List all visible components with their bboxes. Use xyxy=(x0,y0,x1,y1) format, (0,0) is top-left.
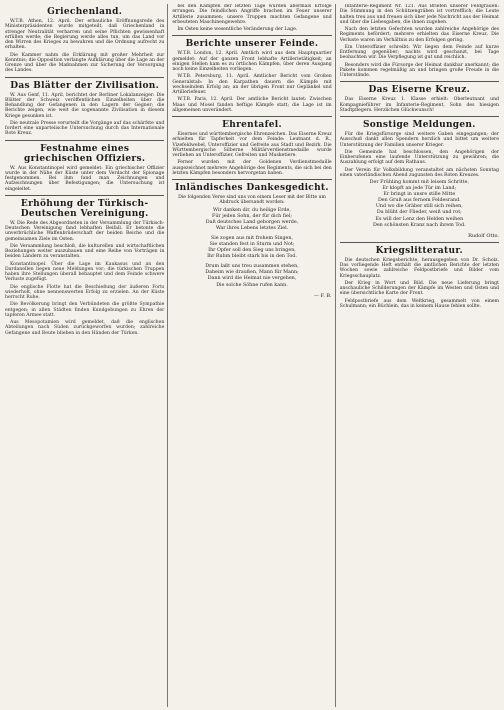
article-paragraph: Konstantinopel. Über die Lage im Kaukasus und an den Dardanellen liegen neue Meldungen vor; die türkischen Truppen haben ihre Stellungen überall behauptet und dem Feinde schwere Verluste zugefügt. xyxy=(5,261,165,283)
section-heading: Griechenland. xyxy=(47,7,123,17)
poem-line: Da blüht der Flieder, weiß und rot; xyxy=(376,210,462,216)
section-heading: Berichte unserer Feinde. xyxy=(185,39,319,50)
poem-line: Ihr Opfer soll den Sieg uns bringen, xyxy=(208,248,296,254)
article-paragraph: Die Kammer nahm die Erklärung mit großer Mehrheit zur Kenntnis; die Opposition verlangte Aufklärung über die Lage an der Grenze und über die Maßnahmen zur Sicherung der Versorgung des Landes. xyxy=(5,52,165,74)
divider xyxy=(172,116,331,117)
article-paragraph: Für die Kriegsfürsorge sind weitere Gaben eingegangen; der Ausschuß dankt allen Spendern herzlich und bittet um weitere Unterstützung der Familien unserer Krieger. xyxy=(339,132,499,148)
section-heading: Sonstige Meldungen. xyxy=(362,120,476,130)
poem-stanza xyxy=(172,264,331,288)
article-paragraph: W.T.B. Athen, 12. April. Der erbauliche Eröffnungsrede des Ministerpräsidenten wurde mitgeteilt, daß Griechenland in strenger Neutralität verharren und seine Pflichten gewissenhaft erfüllen werde; die Regierung werde alles tun, um das Land vor den Wirren des Krieges zu bewahren und die Ordnung aufrecht zu erhalten. xyxy=(5,19,165,51)
article-paragraph: W. Die Rede des Abgeordneten in der Versammlung der Türkisch-Deutschen Vereinigung fand lebhaften Beifall. Er betonte die unverbrüchliche Waffenbrüderschaft der beiden Reiche und die gemeinsamen Ziele im Osten. xyxy=(5,220,165,242)
article-paragraph: W. Aus Genf, 11. April, berichtet der Berliner Lokalanzeiger: Die Blätter der Schweiz veröffentlichen Einzelheiten über die Behandlung der Gefangenen in den Lagern der Gegner; die Berichte zeigen, wie weit die sogenannte Zivilisation in diesem Kriege gesunken ist. xyxy=(5,92,165,119)
divider xyxy=(340,116,499,117)
poem-line: Den Gruß aus fernem Feldesrand. xyxy=(377,198,461,204)
article-paragraph: Die neutrale Presse verurteilt die Vorgänge auf das schärfste und fordert eine unparteiische Untersuchung durch das Internationale Rote Kreuz. xyxy=(5,120,165,137)
poem-line: Ihr Ruhm bleibt stark bis in den Tod. xyxy=(207,254,297,260)
divider xyxy=(340,242,499,243)
article-paragraph: Die Bevölkerung bringt den Verbündeten die größte Sympathie entgegen; in allen Städten finden Kundgebungen zu Ehren der tapferen Armee statt. xyxy=(5,302,165,318)
poem-line: Sie standen fest in Sturm und Not; xyxy=(209,241,295,247)
article-paragraph: Die Gemeinde hat beschlossen, den Angehörigen der Einberufenen eine laufende Unterstützung zu gewähren; die Auszahlung erfolgt auf dem Rathaus. xyxy=(339,149,499,166)
poem-line: Er bringt in unsre stille Mitte xyxy=(383,192,456,198)
divider xyxy=(5,195,164,196)
section-heading: Erhöhung der Türkisch-Deutschen Vereinigung. xyxy=(20,198,149,219)
article-paragraph: Feldpostbriefe aus dem Weltkrieg, gesammelt von einem Schulmann; ein Büchlein, das in keinem Hause fehlen sollte. xyxy=(339,298,499,309)
article-paragraph: Eisernes und württembergische Ehrenzeichen. Das Eiserne Kreuz erhielten für Tapferkeit vor dem Feinde: Leutnant d. R., Vizefeldwebel, Unteroffizier und Gefreite aus Stadt und Bezirk. Die Württembergische Silberne Militärverdienstmedaille wurde verliehen an Unteroffizier, Gefreiten und Musketiere. xyxy=(172,132,332,158)
section-heading: Das Blätter der Zivilisation. xyxy=(10,80,160,91)
poem-line: Die solche Söhne rufen kann. xyxy=(216,282,288,288)
poem xyxy=(172,208,331,289)
section-heading: Festnahme eines griechischen Offiziers. xyxy=(24,143,146,164)
poem-line: Wir danken dir, du heilige Erde, xyxy=(213,207,291,213)
poem-line: Und wo die Gräber still sich reihen, xyxy=(375,204,463,210)
divider xyxy=(172,179,331,180)
poem-line: Der Frühling kommt mit leisem Schritte, xyxy=(369,180,469,185)
poem-stanza xyxy=(172,208,331,232)
article-paragraph: Die folgenden Verse sind uns von einem Leser mit der Bitte um Abdruck übersandt worden: xyxy=(178,195,326,206)
column-3 xyxy=(340,4,499,707)
divider xyxy=(340,81,499,82)
divider xyxy=(5,77,164,78)
verse-signature: Rudolf Otto. xyxy=(468,232,499,239)
article-paragraph: Nach den letzten Gefechten wurden zahlreiche Angehörige des Regiments befördert; mehrere erhielten das Eiserne Kreuz. Die Verluste waren im Verhältnis zu den Erfolgen gering. xyxy=(339,27,499,43)
article-paragraph: W. Aus Konstantinopel wird gemeldet: Ein griechischer Offizier wurde in der Nähe der Küste unter dem Verdacht der Spionage festgenommen. Bei ihm fand man Zeichnungen und Aufzeichnungen über Befestigungen; die Untersuchung ist eingeleitet. xyxy=(5,165,165,192)
poem-line: Sie zogen aus mit frohem Singen, xyxy=(210,235,293,241)
divider xyxy=(172,35,331,36)
article-paragraph: Ein Unteroffizier schreibt: Wir liegen dem Feinde auf kurze Entfernung gegenüber; nachts wird geschanzt, bei Tage beobachten wir. Die Verpflegung ist gut und reichlich. xyxy=(339,44,499,61)
column-2 xyxy=(172,4,335,707)
section-heading: Inländisches Dankesgedicht. xyxy=(175,183,329,193)
poem-line: Den schönsten Kranz nach ihrem Tod. xyxy=(373,222,466,228)
poem-line: Dann wird die Heimat nie vergehen, xyxy=(207,276,297,282)
verse-block xyxy=(340,180,499,229)
poem-line: War ihres Lebens letztes Ziel. xyxy=(215,225,289,231)
article-paragraph: Aus Mesopotamien wird gemeldet, daß die englischen Abteilungen nach Süden zurückgeworfen wurden; zahlreiche Gefangene und Beute blieben in den Händen der Türken. xyxy=(5,320,165,336)
article-paragraph: Die deutschen Kriegsberichte, herausgegeben von Dr. Scholz. Das vorliegende Heft enthält die amtlichen Berichte der letzten Wochen sowie zahlreiche Feldpostbriefe und Bilder vom Kriegsschauplatz. xyxy=(339,257,499,279)
article-paragraph: Der Krieg in Wort und Bild. Die neue Lieferung bringt anschauliche Schilderungen der Kämpfe im Westen und Osten und eine übersichtliche Karte der Front. xyxy=(339,280,499,297)
article-paragraph: W.T.B. Paris, 12. April. Der amtliche Bericht lautet: Zwischen Maas und Mosel fanden heftige Kämpfe statt; die Lage ist im allgemeinen unverändert. xyxy=(172,97,332,113)
article-paragraph: Infanterie-Regiment Nr. 121. Aus Briefen unserer Feldgrauen: Die Stimmung in den Schützengräben ist vortrefflich; die Leute halten treu aus und freuen sich über jede Nachricht aus der Heimat und über die Liebesgaben, die ihnen zugehen. xyxy=(339,4,499,25)
article-paragraph: Besonders wird die Fürsorge der Heimat dankbar anerkannt; die Pakete kommen regelmäßig an und bringen große Freude in die Unterstände. xyxy=(339,62,499,78)
poem-stanza xyxy=(172,236,331,260)
column-container xyxy=(5,4,499,707)
section-heading: Ehrentafel. xyxy=(222,120,282,130)
article-paragraph: Die englische Flotte hat die Beschießung der äußeren Forts wiederholt, ohne nennenswerten Erfolg zu erzielen. An der Küste herrscht Ruhe. xyxy=(5,284,165,300)
poem-line: Er klopft an jede Tür im Land; xyxy=(382,186,457,192)
column-1 xyxy=(5,4,168,707)
article-paragraph: Im Osten keine wesentliche Veränderung der Lage. xyxy=(177,27,298,32)
article-paragraph: W.T.B. London, 12. April. Amtlich wird aus dem Hauptquartier gemeldet: Auf der ganzen Front lebhafte Artillerietätigkeit; an einigen Stellen kam es zu örtlichen Kämpfen, über deren Ausgang noch keine Einzelheiten vorliegen. xyxy=(172,51,332,72)
section-heading: Das Eiserne Kreuz. xyxy=(368,85,471,96)
poem-signature: — F. B. xyxy=(313,292,332,299)
divider xyxy=(5,140,164,141)
poem-line: Daß deutsches Land geborgen werde, xyxy=(205,219,299,225)
article-paragraph: Der Verein für Volksbildung veranstaltet am nächsten Sonntag einen vaterländischen Abend zugunsten des Roten Kreuzes. xyxy=(339,167,499,178)
article-paragraph: bei den Kämpfen der letzten Tage wurden abermals Erfolge errungen. Die feindlichen Angriffe brachen im Feuer unserer Artillerie zusammen; unsere Truppen machten Gefangene und erbeuteten Maschinengewehre. xyxy=(172,4,332,25)
section-heading: Kriegslitteratur. xyxy=(375,245,463,256)
poem-line: Drum laßt uns treu zusammen stehen, xyxy=(205,264,299,270)
poem-line: Es will der Lenz den Helden weihen xyxy=(375,216,464,222)
poem-line: Daheim wie draußen, Mann für Mann; xyxy=(205,270,299,276)
article-paragraph: Ferner wurden mit der Goldenen Verdienstmedaille ausgezeichnet mehrere Angehörige des Regiments, die sich bei den letzten Kämpfen besonders hervorgetan haben. xyxy=(172,160,332,176)
poem-line: Für jeden Sohn, der für dich fiel; xyxy=(211,213,292,219)
article-paragraph: Die Versammlung beschloß, die kulturellen und wirtschaftlichen Beziehungen weiter auszubauen und eine Reihe von Vorträgen in beiden Ländern zu veranstalten. xyxy=(5,243,165,260)
article-paragraph: W.T.B. Petersburg, 11. April. Amtlicher Bericht vom Großen Generalstab: In den Karpathen dauern die Kämpfe mit wechselndem Erfolg an; an der übrigen Front nur Geplänkel und Artilleriefeuer. xyxy=(172,74,332,95)
article-paragraph: Das Eiserne Kreuz 1. Klasse erhielt: Oberleutnant und Kompagnieführer im Infanterie-Regiment, Sohn des hiesigen Stadtpflegers. Herzlichen Glückwunsch! xyxy=(339,97,499,113)
